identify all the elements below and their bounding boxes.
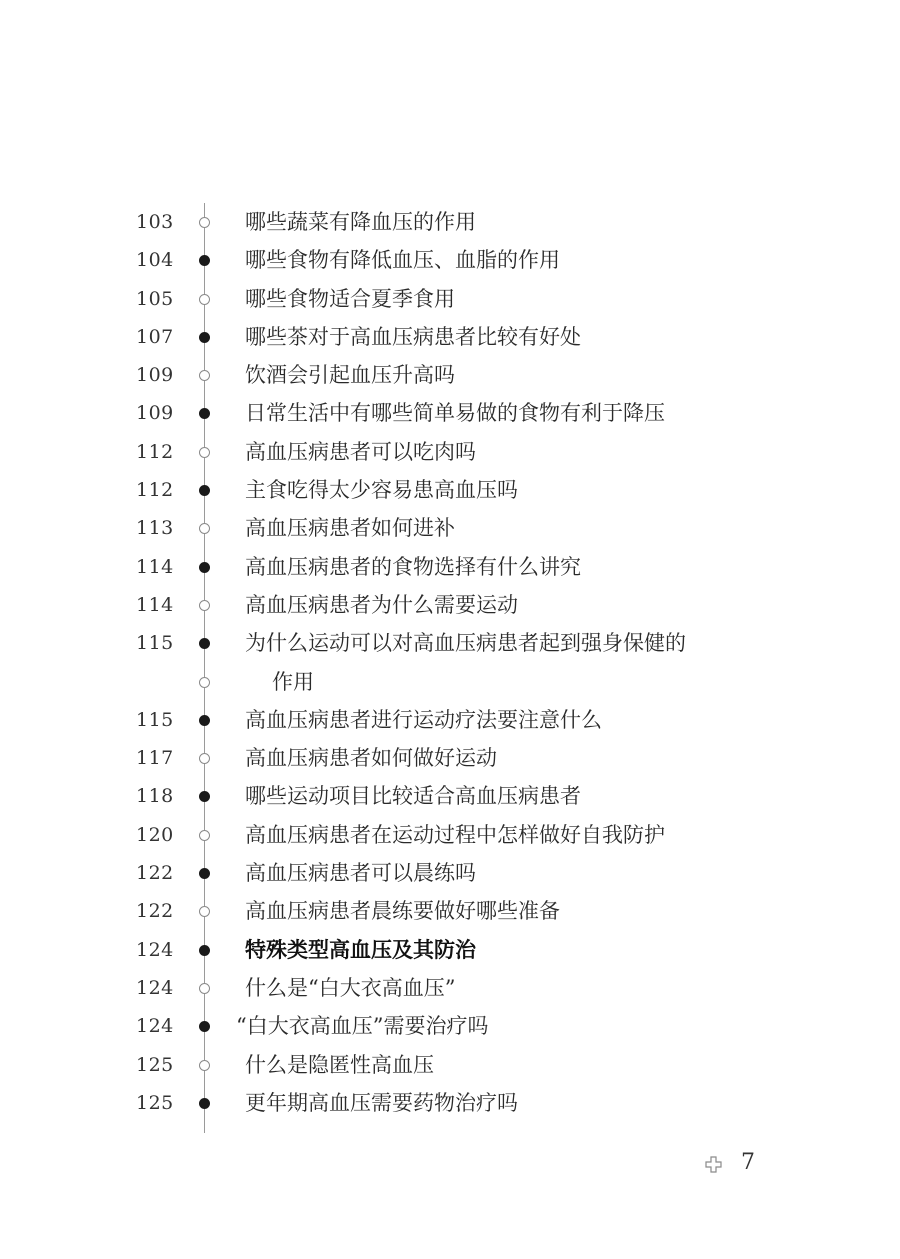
toc-title: 哪些蔬菜有降血压的作用 [245, 210, 476, 234]
toc-page-number: 125 [136, 1091, 174, 1114]
toc-entry[interactable] [0, 777, 900, 815]
toc-title: 日常生活中有哪些简单易做的食物有利于降压 [245, 401, 665, 426]
toc-title: 更年期高血压需要药物治疗吗 [245, 1090, 518, 1115]
toc-title: 高血压病患者如何进补 [245, 516, 455, 541]
toc-title: 主食吃得太少容易患高血压吗 [245, 478, 518, 503]
page-number: 7 [741, 1150, 755, 1175]
filled-dot-icon [199, 562, 210, 573]
toc-page-number: 117 [136, 747, 174, 770]
toc-title: 高血压病患者可以吃肉吗 [245, 439, 476, 464]
section-title: 特殊类型高血压及其防治 [245, 937, 476, 962]
toc-entry[interactable] [0, 1007, 900, 1045]
hollow-dot-icon [199, 523, 210, 534]
toc-page-number: 115 [136, 632, 174, 655]
toc-entry[interactable] [0, 969, 900, 1007]
filled-dot-icon [199, 638, 210, 649]
toc-entry[interactable] [0, 433, 900, 471]
hollow-dot-icon [199, 217, 210, 228]
toc-title: 饮酒会引起血压升高吗 [245, 363, 455, 388]
table-of-contents [0, 203, 900, 1122]
toc-title: 为什么运动可以对高血压病患者起到强身保健的 [245, 631, 686, 656]
toc-entry[interactable] [0, 394, 900, 432]
toc-title: 哪些运动项目比较适合高血压病患者 [245, 784, 581, 809]
toc-page-number: 109 [136, 364, 174, 387]
filled-dot-icon [199, 715, 210, 726]
toc-entry[interactable] [0, 548, 900, 586]
toc-entry[interactable] [0, 624, 900, 662]
hollow-dot-icon [199, 370, 210, 381]
toc-page-number: 122 [136, 900, 174, 923]
toc-entry[interactable] [0, 892, 900, 930]
toc-entry[interactable] [0, 586, 900, 624]
toc-page-number: 112 [136, 479, 174, 502]
toc-page-number: 103 [136, 211, 174, 233]
toc-entry[interactable] [0, 318, 900, 356]
filled-dot-icon [199, 1098, 210, 1109]
cross-outline-icon [705, 1156, 722, 1173]
toc-title: 高血压病患者为什么需要运动 [245, 592, 518, 617]
toc-title: 高血压病患者的食物选择有什么讲究 [245, 554, 581, 579]
toc-entry[interactable] [0, 241, 900, 279]
toc-page-number: 112 [136, 440, 174, 463]
toc-title: 高血压病患者如何做好运动 [245, 746, 497, 771]
toc-entry-continuation[interactable] [0, 663, 900, 701]
filled-dot-icon [199, 868, 210, 879]
filled-dot-icon [199, 332, 210, 343]
toc-title: 哪些茶对于高血压病患者比较有好处 [245, 324, 581, 349]
toc-page-number: 124 [136, 1015, 174, 1038]
toc-entry[interactable] [0, 356, 900, 394]
toc-entry[interactable] [0, 471, 900, 509]
toc-entry[interactable] [0, 203, 900, 241]
toc-title: 高血压病患者可以晨练吗 [245, 861, 476, 886]
hollow-dot-icon [199, 983, 210, 994]
hollow-dot-icon [199, 1060, 210, 1071]
toc-page-number: 114 [136, 593, 174, 616]
filled-dot-icon [199, 485, 210, 496]
toc-title: 哪些食物适合夏季食用 [245, 286, 455, 311]
filled-dot-icon [199, 945, 210, 956]
toc-title: “白大衣高血压”需要治疗吗 [236, 1014, 489, 1039]
toc-page-number: 115 [136, 708, 174, 731]
toc-page-number: 124 [136, 938, 174, 961]
toc-page-number: 120 [136, 823, 174, 846]
toc-entry[interactable] [0, 1084, 900, 1122]
hollow-dot-icon [199, 294, 210, 305]
toc-entry[interactable] [0, 739, 900, 777]
toc-title: 作用 [272, 669, 314, 694]
toc-page-number: 118 [136, 785, 174, 808]
toc-section-heading[interactable] [0, 931, 900, 969]
toc-page-number: 109 [136, 402, 174, 425]
toc-page-number: 125 [136, 1053, 174, 1076]
toc-entry[interactable] [0, 701, 900, 739]
toc-page-number: 113 [136, 517, 174, 540]
toc-entry[interactable] [0, 280, 900, 318]
filled-dot-icon [199, 1021, 210, 1032]
toc-title: 高血压病患者晨练要做好哪些准备 [245, 899, 560, 924]
filled-dot-icon [199, 791, 210, 802]
filled-dot-icon [199, 408, 210, 419]
filled-dot-icon [199, 255, 210, 266]
toc-entry[interactable] [0, 1046, 900, 1084]
toc-page-number: 105 [136, 287, 174, 310]
toc-title: 什么是“白大衣高血压” [245, 975, 456, 1000]
toc-title: 高血压病患者进行运动疗法要注意什么 [245, 707, 602, 732]
hollow-dot-icon [199, 447, 210, 458]
toc-entry[interactable] [0, 854, 900, 892]
toc-entry[interactable] [0, 816, 900, 854]
toc-page-number: 104 [136, 249, 174, 272]
hollow-dot-icon [199, 753, 210, 764]
hollow-dot-icon [199, 677, 210, 688]
toc-entry[interactable] [0, 509, 900, 547]
toc-page-number: 107 [136, 325, 174, 348]
toc-page-number: 124 [136, 976, 174, 999]
hollow-dot-icon [199, 600, 210, 611]
toc-page-number: 114 [136, 555, 174, 578]
toc-title: 什么是隐匿性高血压 [245, 1052, 434, 1077]
hollow-dot-icon [199, 906, 210, 917]
toc-page-number: 122 [136, 862, 174, 885]
toc-title: 哪些食物有降低血压、血脂的作用 [245, 248, 560, 273]
toc-title: 高血压病患者在运动过程中怎样做好自我防护 [245, 822, 665, 847]
hollow-dot-icon [199, 830, 210, 841]
